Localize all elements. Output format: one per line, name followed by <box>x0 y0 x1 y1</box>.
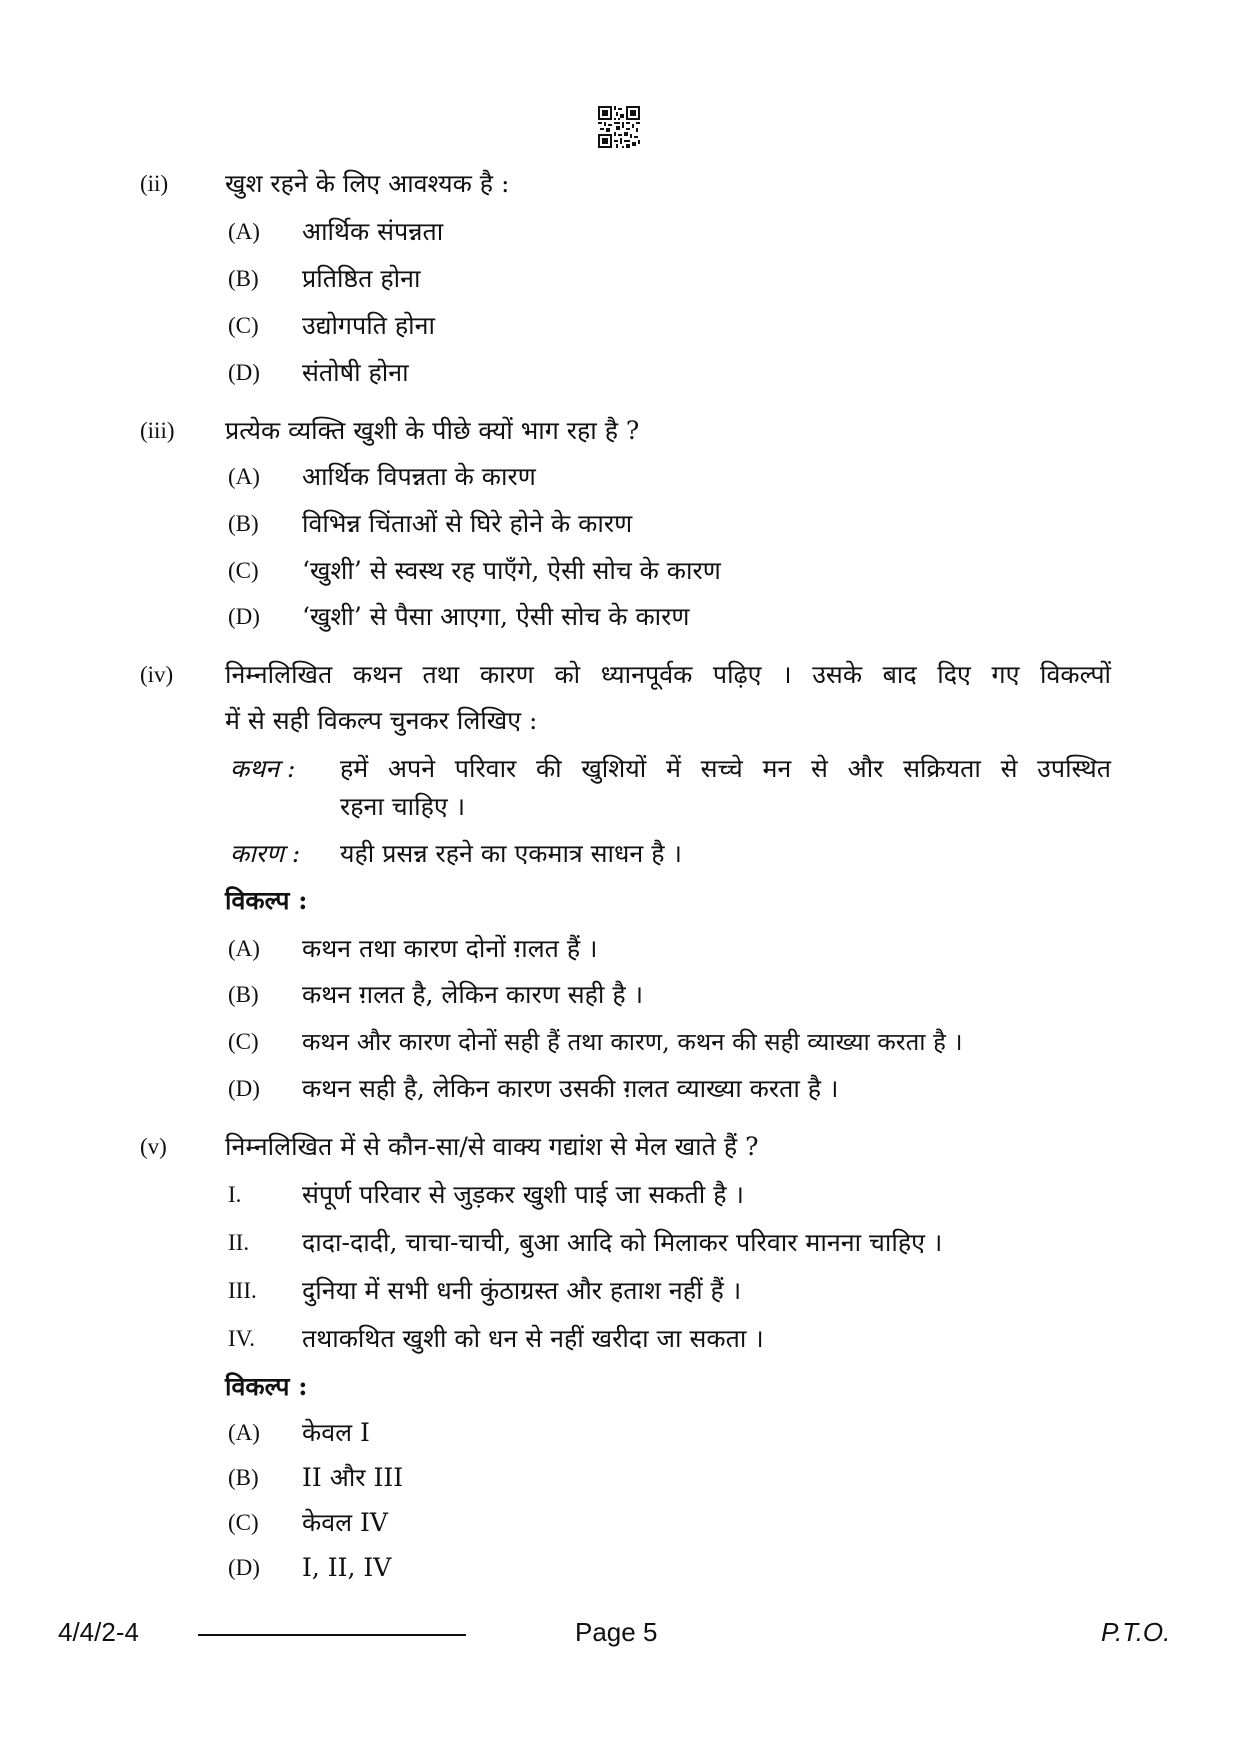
question-number: (iii) <box>140 418 175 443</box>
qr-code <box>598 106 640 148</box>
option-label: (B) <box>228 511 259 536</box>
options-heading: विकल्प : <box>225 1372 308 1401</box>
option-text: उद्योगपति होना <box>302 311 435 340</box>
reason-text: यही प्रसन्न रहने का एकमात्र साधन है । <box>340 839 682 868</box>
statement-text-continued: रहना चाहिए । <box>340 792 466 821</box>
option-text: I, II, IV <box>302 1553 392 1582</box>
statement-text: दुनिया में सभी धनी कुंठाग्रस्त और हताश नहीं हैं । <box>302 1276 742 1305</box>
option-text: कथन ग़लत है, लेकिन कारण सही है । <box>302 980 644 1009</box>
page-number: Page 5 <box>575 1617 658 1647</box>
option-label: (A) <box>228 464 260 489</box>
question-text-continued: में से सही विकल्प चुनकर लिखिए : <box>225 706 538 735</box>
option-text: कथन सही है, लेकिन कारण उसकी ग़लत व्याख्या करता है । <box>302 1074 839 1103</box>
option-label: (B) <box>228 982 259 1007</box>
option-text: संतोषी होना <box>302 358 409 387</box>
option-text: केवल IV <box>302 1508 388 1537</box>
option-label: (A) <box>228 219 260 244</box>
paper-code: 4/4/2-4 <box>58 1617 139 1647</box>
question-text: खुश रहने के लिए आवश्यक है : <box>225 169 510 198</box>
option-text: कथन तथा कारण दोनों ग़लत हैं । <box>302 934 598 963</box>
statement-label: II. <box>228 1230 250 1255</box>
question-text: प्रत्येक व्यक्ति खुशी के पीछे क्यों भाग रहा है ? <box>225 416 640 445</box>
option-text: कथन और कारण दोनों सही हैं तथा कारण, कथन की सही व्याख्या करता है । <box>302 1028 963 1056</box>
statement-text: तथाकथित खुशी को धन से नहीं खरीदा जा सकता । <box>302 1324 764 1353</box>
statement-text: हमें अपने परिवार की खुशियों में सच्चे मन से और सक्रियता से उपस्थित <box>340 754 1111 783</box>
question-text: निम्नलिखित में से कौन-सा/से वाक्य गद्यांश से मेल खाते हैं ? <box>225 1132 759 1161</box>
option-label: (A) <box>228 1420 260 1445</box>
statement-label: कथन : <box>230 754 296 783</box>
option-text: आर्थिक संपन्नता <box>302 217 444 246</box>
statement-text: दादा-दादी, चाचा-चाची, बुआ आदि को मिलाकर परिवार मानना चाहिए । <box>302 1228 943 1257</box>
question-number: (iv) <box>140 662 174 687</box>
statement-label: I. <box>228 1182 242 1207</box>
question-number: (ii) <box>140 171 169 196</box>
option-text: केवल I <box>302 1418 370 1447</box>
statement-text: संपूर्ण परिवार से जुड़कर खुशी पाई जा सकती है । <box>302 1180 744 1209</box>
option-text: आर्थिक विपन्नता के कारण <box>302 462 536 491</box>
option-label: (C) <box>228 558 259 583</box>
option-text: ‘खुशी’ से स्वस्थ रह पाएँगे, ऐसी सोच के कारण <box>302 556 721 585</box>
statement-label: IV. <box>228 1326 256 1351</box>
option-label: (C) <box>228 1029 259 1054</box>
options-heading: विकल्प : <box>225 886 308 915</box>
option-text: ‘खुशी’ से पैसा आएगा, ऐसी सोच के कारण <box>302 602 690 631</box>
option-text: II और III <box>302 1463 404 1492</box>
option-text: विभिन्न चिंताओं से घिरे होने के कारण <box>302 509 633 538</box>
option-label: (A) <box>228 936 260 961</box>
option-text: प्रतिष्ठित होना <box>302 264 421 293</box>
option-label: (D) <box>228 360 260 385</box>
option-label: (B) <box>228 266 259 291</box>
footer-rule <box>198 1634 466 1636</box>
statement-label: III. <box>228 1278 257 1303</box>
pto-label: P.T.O. <box>1101 1617 1171 1647</box>
option-label: (B) <box>228 1465 259 1490</box>
option-label: (D) <box>228 1555 260 1580</box>
reason-label: कारण : <box>230 839 301 868</box>
option-label: (D) <box>228 1076 260 1101</box>
question-text: निम्नलिखित कथन तथा कारण को ध्यानपूर्वक पढ़िए । उसके बाद दिए गए विकल्पों <box>225 660 1111 689</box>
option-label: (C) <box>228 1510 259 1535</box>
question-number: (v) <box>140 1134 167 1159</box>
option-label: (D) <box>228 604 260 629</box>
option-label: (C) <box>228 313 259 338</box>
